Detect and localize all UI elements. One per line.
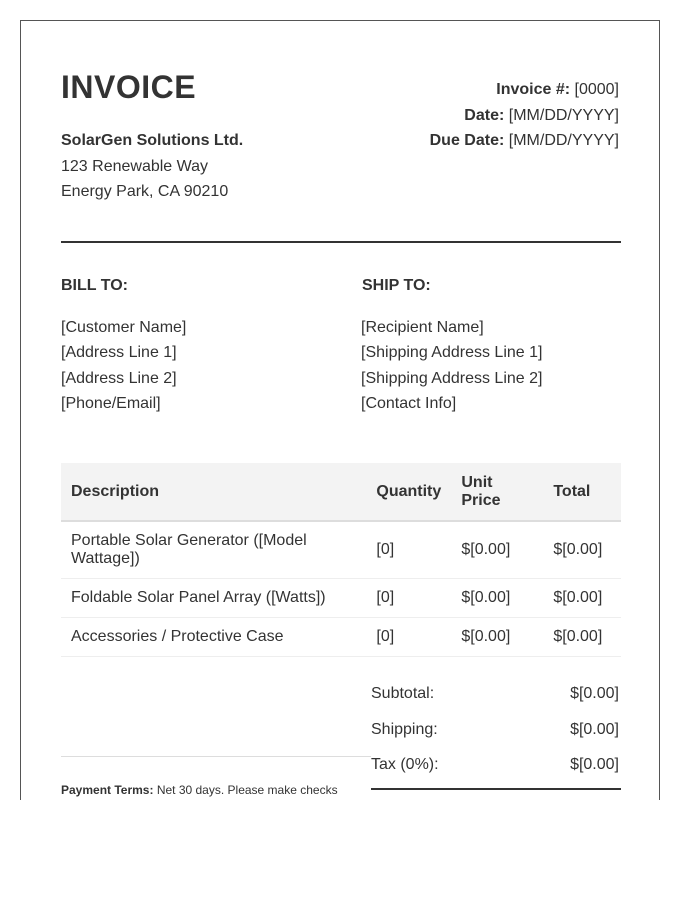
invoice-due-date xyxy=(430,132,619,150)
ship-to-line: [Contact Info] xyxy=(361,395,457,412)
invoice-due-date-label: Due Date: xyxy=(429,132,505,149)
ship-to-line: [Shipping Address Line 1] xyxy=(361,344,543,361)
header-description: Description xyxy=(61,463,366,521)
bill-to-heading: BILL TO: xyxy=(61,277,128,294)
row-description: Accessories / Protective Case xyxy=(61,618,366,657)
invoice-number-value: [0000] xyxy=(574,81,619,98)
table-row xyxy=(61,579,621,618)
header-divider xyxy=(61,241,621,243)
invoice-date-value: [MM/DD/YYYY] xyxy=(508,107,619,124)
footer-divider xyxy=(61,756,371,757)
payment-terms-label: Payment Terms: xyxy=(61,783,154,797)
ship-to-line: [Recipient Name] xyxy=(361,319,484,336)
row-description-line2: Wattage]) xyxy=(71,550,140,567)
payment-terms-text: Net 30 days. Please make checks xyxy=(153,783,338,797)
shipping-label: Shipping: xyxy=(371,721,438,738)
tax-label: Tax (0%): xyxy=(371,756,439,773)
row-unit-price: $[0.00] xyxy=(451,521,543,579)
payment-terms xyxy=(61,783,338,797)
row-description-line1: Portable Solar Generator ([Model xyxy=(71,532,307,549)
bill-to-line: [Customer Name] xyxy=(61,319,187,336)
row-unit-price: $[0.00] xyxy=(451,579,543,618)
row-description: Foldable Solar Panel Array ([Watts]) xyxy=(61,579,366,618)
ship-to-line: [Shipping Address Line 2] xyxy=(361,370,543,387)
subtotal-label: Subtotal: xyxy=(371,685,435,702)
summary-divider xyxy=(371,788,621,790)
row-quantity: [0] xyxy=(366,579,451,618)
company-name: SolarGen Solutions Ltd. xyxy=(61,132,244,149)
header-unit-price-line1: Unit xyxy=(461,473,493,491)
shipping-value: $[0.00] xyxy=(570,721,619,738)
row-quantity: [0] xyxy=(366,521,451,579)
company-address-line2: Energy Park, CA 90210 xyxy=(61,183,229,200)
company-address-line1: 123 Renewable Way xyxy=(61,158,209,175)
row-unit-price: $[0.00] xyxy=(451,618,543,657)
tax-value: $[0.00] xyxy=(570,756,619,773)
subtotal-value: $[0.00] xyxy=(570,685,619,702)
invoice-date xyxy=(464,107,619,125)
bill-to-line: [Phone/Email] xyxy=(61,395,161,412)
invoice-number xyxy=(496,81,619,99)
header-unit-price-line2: Price xyxy=(461,491,501,509)
invoice-number-label: Invoice #: xyxy=(496,81,571,98)
bill-to-line: [Address Line 1] xyxy=(61,344,177,361)
row-total: $[0.00] xyxy=(543,618,621,657)
row-description xyxy=(61,521,366,579)
header-total: Total xyxy=(543,463,621,521)
row-quantity: [0] xyxy=(366,618,451,657)
header-quantity: Quantity xyxy=(366,463,451,521)
invoice-page xyxy=(20,20,660,800)
row-total: $[0.00] xyxy=(543,579,621,618)
ship-to-heading: SHIP TO: xyxy=(362,277,431,294)
invoice-due-date-value: [MM/DD/YYYY] xyxy=(508,132,619,149)
header-unit-price xyxy=(451,463,543,521)
bill-to-line: [Address Line 2] xyxy=(61,370,177,387)
table-header-row xyxy=(61,463,621,521)
line-items-table xyxy=(61,463,621,657)
invoice-date-label: Date: xyxy=(464,107,505,124)
table-row xyxy=(61,618,621,657)
row-total: $[0.00] xyxy=(543,521,621,579)
table-row xyxy=(61,521,621,579)
invoice-title: INVOICE xyxy=(61,69,197,105)
